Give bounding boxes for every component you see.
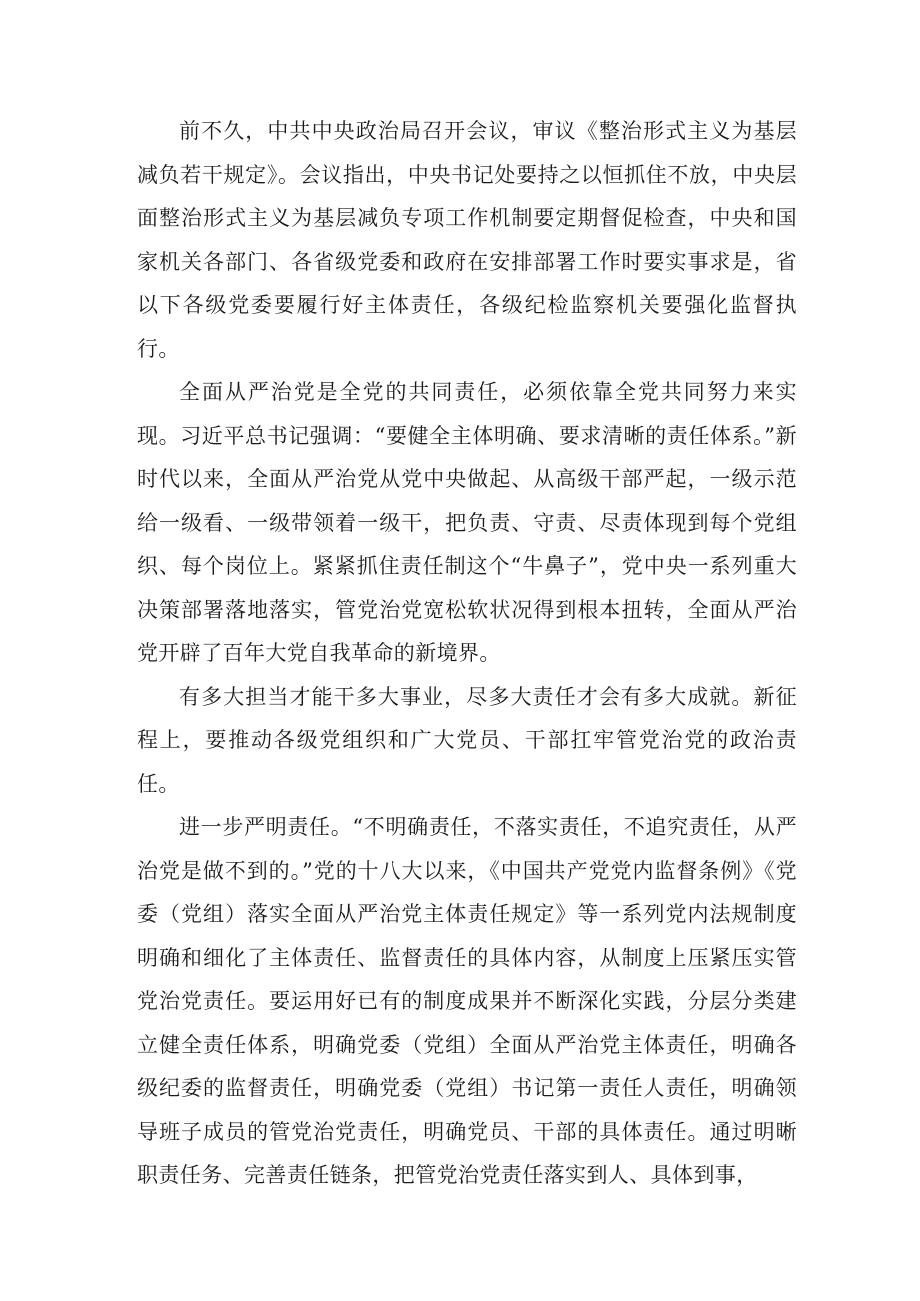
paragraph-1: 前不久，中共中央政治局召开会议，审议《整治形式主义为基层减负若干规定》。会议指出，中央书记处要持之以恒抓住不放，中央层面整治形式主义为基层减负专项工作机制要定期督促检查，中央和国家机关各部门、各省级党委和政府在安排部署工作时要实事求是，省以下各级党委要履行好主体责任，各级纪检监察机关要强化监督执行。 [137, 119, 797, 361]
paragraph-2: 全面从严治党是全党的共同责任，必须依靠全党共同努力来实现。习近平总书记强调：“要健全主体明确、要求清晰的责任体系。”新时代以来，全面从严治党从党中央做起、从高级干部严起，一级示范给一级看、一级带领着一级干，把负责、守责、尽责体现到每个党组织、每个岗位上。紧紧抓住责任制这个“牛鼻子”，党中央一系列重大决策部署落地落实，管党治党宽松软状况得到根本扭转，全面从严治党开辟了百年大党自我革命的新境界。 [137, 380, 797, 665]
paragraph-3: 有多大担当才能干多大事业，尽多大责任才会有多大成就。新征程上，要推动各级党组织和广大党员、干部扛牢管党治党的政治责任。 [137, 684, 797, 796]
paragraph-4: 进一步严明责任。“不明确责任，不落实责任，不追究责任，从严治党是做不到的。”党的十八大以来，《中国共产党党内监督条例》《党委（党组）落实全面从严治党主体责任规定》等一系列党内法规制度明确和细化了主体责任、监督责任的具体内容，从制度上压紧压实管党治党责任。要运用好已有的制度成果并不断深化实践，分层分类建立健全责任体系，明确党委（党组）全面从严治党主体责任，明确各级纪委的监督责任，明确党委（党组）书记第一责任人责任，明确领导班子成员的管党治党责任，明确党员、干部的具体责任。通过明晰职责任务、完善责任链条，把管党治党责任落实到人、具体到事， [137, 815, 797, 1187]
article-body [137, 110, 797, 1198]
